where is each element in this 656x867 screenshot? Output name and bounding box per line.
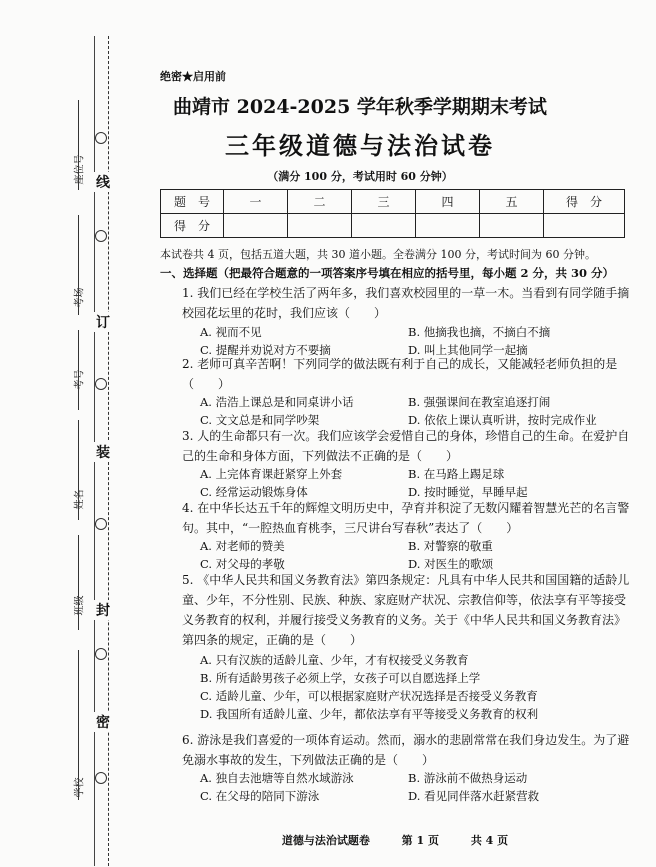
class-label: 班级	[74, 595, 86, 616]
binding-hole-icon	[95, 518, 107, 530]
paper-title: 三年级道德与法治试卷	[225, 131, 495, 160]
score-table-cell: 五	[480, 190, 544, 214]
question-4	[182, 498, 634, 538]
binding-hole-icon	[95, 378, 107, 390]
exam-room-field[interactable]	[78, 215, 79, 315]
question-text: 游泳是我们喜爱的一项体育运动。然而，溺水的悲剧常常在我们身边发生。为了避免溺水事故的发生，下列做法正确的是（ ）	[182, 733, 630, 767]
binding-char-mi: 密	[93, 712, 113, 732]
option-c[interactable]: C. 适龄儿童、少年，可以根据家庭财产状况选择是否接受义务教育	[200, 689, 538, 703]
option-b[interactable]: B. 在马路上踢足球	[408, 467, 505, 481]
question-number: 1.	[182, 286, 194, 300]
score-table-header-row	[161, 190, 625, 214]
binding-char-xian: 线	[93, 172, 113, 192]
binding-char-feng: 封	[93, 600, 113, 620]
exam-title: 曲靖市 2024-2025 学年秋季学期期末考试	[173, 96, 547, 118]
question-number: 3.	[182, 429, 194, 443]
question-1	[182, 283, 634, 323]
score-input-cell[interactable]	[544, 214, 625, 238]
exam-number-field[interactable]	[78, 330, 79, 410]
exam-intro: 本试卷共 4 页，包括五道大题，共 30 道小题。全卷满分 100 分，考试时间为 60 分钟。	[160, 248, 596, 261]
option-d[interactable]: D. 对医生的歌颂	[408, 557, 494, 571]
option-d[interactable]: D. 看见同伴落水赶紧营救	[408, 789, 540, 803]
exam-room-label: 考场	[74, 287, 86, 308]
option-d[interactable]: D. 我国所有适龄儿童、少年，都依法享有平等接受义务教育的权利	[200, 707, 539, 721]
binding-hole-icon	[95, 230, 107, 242]
option-c[interactable]: C. 对父母的孝敬	[200, 557, 285, 571]
score-table-score-row	[161, 214, 625, 238]
footer-subject: 道德与法治试题卷	[281, 834, 370, 847]
score-input-cell[interactable]	[480, 214, 544, 238]
question-2	[182, 354, 634, 394]
seat-number-field[interactable]	[78, 100, 79, 190]
score-table	[160, 189, 625, 238]
option-b[interactable]: B. 游泳前不做热身运动	[408, 771, 528, 785]
score-table-cell: 得 分	[161, 214, 224, 238]
score-table-cell: 得 分	[544, 190, 625, 214]
option-b[interactable]: B. 他摘我也摘，不摘白不摘	[408, 325, 551, 339]
option-c[interactable]: C. 文文总是和同学吵架	[200, 413, 320, 427]
score-input-cell[interactable]	[352, 214, 416, 238]
question-3	[182, 426, 634, 466]
secret-tag: 绝密★启用前	[160, 70, 226, 83]
question-number: 6.	[182, 733, 194, 747]
exam-number-label: 考号	[74, 369, 86, 390]
question-text: 人的生命都只有一次。我们应该学会爱惜自己的身体，珍惜自己的生命。在爱护自己的生命和身体方面，下列做法不正确的是（ ）	[182, 429, 630, 463]
score-table-cell: 四	[416, 190, 480, 214]
binding-char-ding: 订	[93, 312, 113, 332]
score-input-cell[interactable]	[224, 214, 288, 238]
option-c[interactable]: C. 在父母的陪同下游泳	[200, 789, 320, 803]
question-text: 在中华长达五千年的辉煌文明历史中，孕育并积淀了无数闪耀着智慧光芒的名言警句。其中，“一腔热血育桃李，三尺讲台写春秋”表达了（ ）	[182, 501, 630, 535]
score-input-cell[interactable]	[416, 214, 480, 238]
exam-subtitle: （满分 100 分，考试用时 60 分钟）	[267, 170, 453, 183]
option-d[interactable]: D. 依依上课认真听讲，按时完成作业	[408, 413, 597, 427]
score-table-cell: 一	[224, 190, 288, 214]
binding-hole-icon	[95, 132, 107, 144]
school-field[interactable]	[78, 650, 79, 800]
class-field[interactable]	[78, 535, 79, 630]
option-a[interactable]: A. 上完体育课赶紧穿上外套	[200, 467, 343, 481]
question-number: 5.	[182, 573, 194, 587]
seat-number-label: 座位号	[74, 154, 86, 185]
name-label: 姓名	[74, 489, 86, 510]
question-text: 《中华人民共和国义务教育法》第四条规定：凡具有中华人民共和国国籍的适龄儿童、少年，不分性别、民族、种族、家庭财产状况、宗教信仰等，依法享有平等接受义务教育的权利，并履行接受义务教育的义务。关于《中华人民共和国义务教育法》第四条的规定，正确的是（ ）	[182, 573, 630, 647]
question-6	[182, 730, 634, 770]
option-a[interactable]: A. 独自去池塘等自然水域游泳	[200, 771, 354, 785]
option-b[interactable]: B. 对警察的敬重	[408, 539, 493, 553]
option-d[interactable]: D. 按时睡觉，早睡早起	[408, 485, 528, 499]
name-field[interactable]	[78, 420, 79, 520]
binding-hole-icon	[95, 772, 107, 784]
page-footer	[160, 832, 630, 848]
option-a[interactable]: A. 视而不见	[200, 325, 262, 339]
footer-total: 共 4 页	[470, 834, 509, 847]
score-table-cell: 三	[352, 190, 416, 214]
score-table-cell: 二	[288, 190, 352, 214]
footer-page: 第 1 页	[401, 834, 439, 847]
school-label: 学校	[74, 777, 86, 798]
option-c[interactable]: C. 提醒并劝说对方不要摘	[200, 343, 331, 357]
score-table-cell: 题 号	[161, 190, 224, 214]
question-number: 2.	[182, 357, 194, 371]
option-d[interactable]: D. 叫上其他同学一起摘	[408, 343, 528, 357]
option-b[interactable]: B. 所有适龄男孩子必须上学，女孩子可以自愿选择上学	[200, 671, 481, 685]
score-input-cell[interactable]	[288, 214, 352, 238]
question-5	[182, 570, 634, 650]
option-c[interactable]: C. 经常运动锻炼身体	[200, 485, 308, 499]
option-a[interactable]: A. 浩浩上课总是和同桌讲小话	[200, 395, 354, 409]
option-a[interactable]: A. 只有汉族的适龄儿童、少年，才有权接受义务教育	[200, 653, 469, 667]
binding-hole-icon	[95, 648, 107, 660]
section-heading: 一、选择题（把最符合题意的一项答案序号填在相应的括号里，每小题 2 分，共 30 分）	[160, 266, 615, 280]
question-text: 老师可真辛苦啊！下列同学的做法既有利于自己的成长，又能减轻老师负担的是（ ）	[182, 357, 618, 391]
question-text: 我们已经在学校生活了两年多，我们喜欢校园里的一草一木。当看到有同学随手摘校园花坛里的花时，我们应该（ ）	[182, 286, 630, 320]
binding-char-zhuang: 装	[93, 442, 113, 462]
option-a[interactable]: A. 对老师的赞美	[200, 539, 285, 553]
question-number: 4.	[182, 501, 194, 515]
option-b[interactable]: B. 强强课间在教室追逐打闹	[408, 395, 551, 409]
